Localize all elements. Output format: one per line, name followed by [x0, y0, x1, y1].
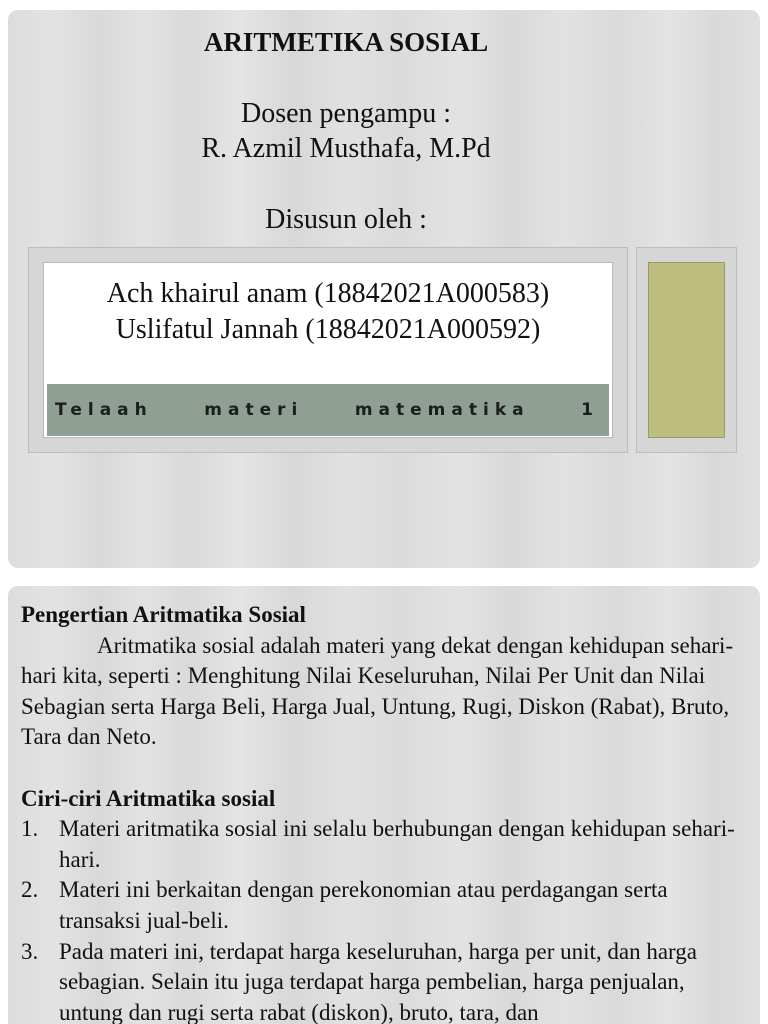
list-text: Materi aritmatika sosial ini selalu berhubungan dengan kehidupan sehari-hari.	[59, 816, 735, 872]
author-panel	[43, 262, 613, 438]
slide-title: ARITMETIKA SOSIAL	[203, 27, 489, 57]
slide-content	[21, 600, 737, 1024]
characteristics-heading: Ciri-ciri Aritmatika sosial	[21, 785, 276, 811]
author-2: Uslifatul Jannah (18842021A000592)	[115, 314, 541, 345]
footer-word-3: matematika	[354, 400, 530, 420]
spacer	[21, 753, 737, 784]
author-list	[47, 266, 609, 384]
list-number: 2.	[21, 877, 39, 903]
list-item	[21, 814, 737, 875]
list-text: Pada materi ini, terdapat harga keseluruhan, harga per unit, dan harga sebagian. Selain itu juga terdapat harga pembelian, harga penjualan, untung dan rugi serta rabat (diskon), bruto, tara, dan	[59, 938, 698, 1024]
footer-band	[47, 384, 609, 436]
list-item	[21, 937, 737, 1024]
content-slide	[8, 586, 760, 1024]
author-frame	[28, 247, 628, 453]
footer-word-2: materi	[204, 400, 304, 420]
definition-heading: Pengertian Aritmatika Sosial	[21, 602, 306, 627]
list-number: 3.	[21, 938, 39, 964]
lecturer-label: Dosen pengampu :	[241, 98, 451, 129]
lecturer-name: R. Azmil Musthafa, M.Pd	[201, 133, 491, 164]
title-slide	[8, 10, 760, 568]
side-color-block	[648, 262, 725, 438]
characteristics-list	[21, 814, 737, 1024]
list-number: 1.	[21, 816, 39, 842]
footer-page-number: 1	[581, 400, 599, 420]
list-item	[21, 875, 737, 936]
list-text: Materi ini berkaitan dengan perekonomian atau perdagangan serta transaksi jual-beli.	[59, 877, 668, 933]
side-frame	[636, 247, 737, 453]
author-1: Ach khairul anam (18842021A000583)	[106, 278, 550, 309]
footer-word-1: Telaah	[55, 400, 153, 420]
definition-paragraph: Aritmatika sosial adalah materi yang dekat dengan kehidupan sehari-hari kita, seperti : Menghitung Nilai Keseluruhan, Nilai Per Unit dan Nilai Sebagian serta Harga Beli, Harga Jual, Untung, Rugi, Diskon (Rabat), Bruto, Tara dan Neto.	[21, 632, 734, 750]
compiled-by-label: Disusun oleh :	[265, 204, 427, 235]
